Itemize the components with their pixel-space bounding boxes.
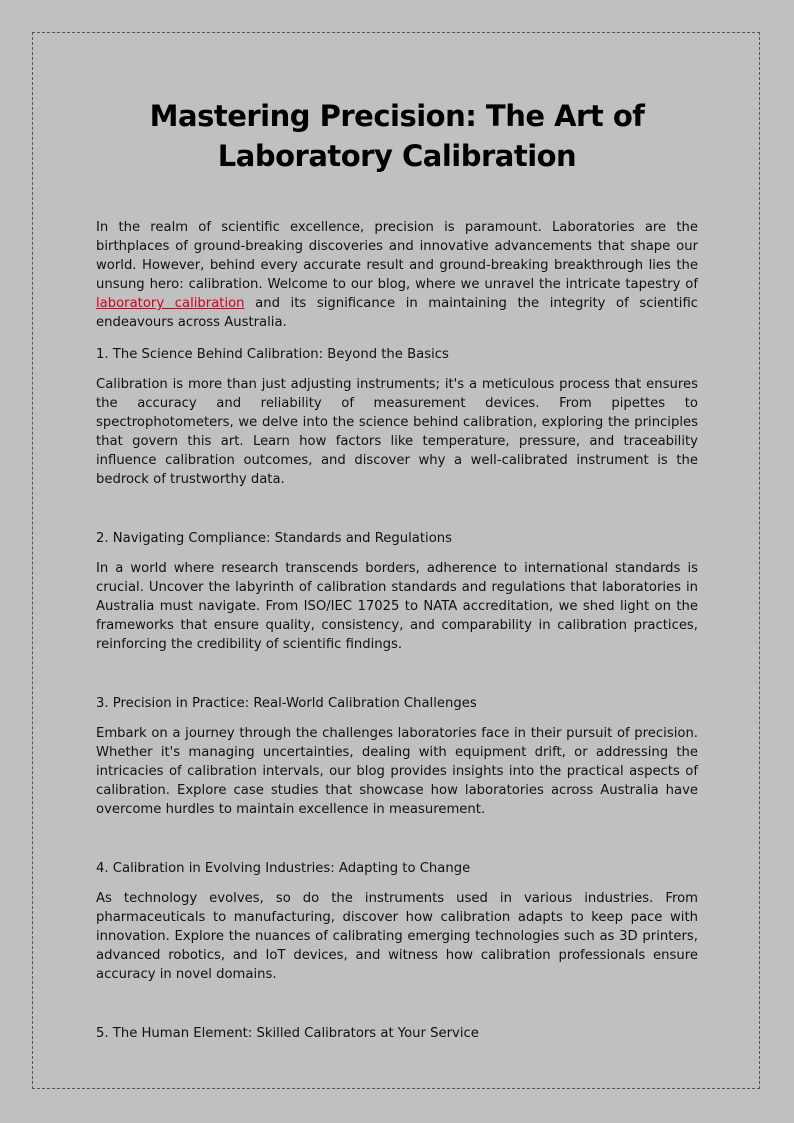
section-3-heading: 3. Precision in Practice: Real-World Calibration Challenges — [96, 696, 477, 711]
intro-text-after-link: and its significance in maintaining the integrity of scientific endeavours across Australia. — [96, 296, 698, 330]
document-body — [96, 96, 698, 1043]
section-2-body: In a world where research transcends borders, adherence to international standards is crucial. Uncover the labyrinth of calibration standards and regulations that laboratories in Australia must navigate. From ISO/IEC 17025 to NATA accreditation, we shed light on the frameworks that ensure quality, consistency, and comparability in calibration practices, reinforcing the credibility of scientific findings. — [96, 561, 698, 652]
laboratory-calibration-link[interactable]: laboratory calibration — [96, 296, 245, 311]
intro-paragraph — [96, 218, 698, 332]
page-title: Mastering Precision: The Art of Laboratory Calibration — [149, 99, 645, 173]
intro-text-before-link: In the realm of scientific excellence, precision is paramount. Laboratories are the birthplaces of ground-breaking discoveries and innovative advancements that shape our world. However, behind every accurate result and ground-breaking breakthrough lies the unsung hero: calibration. Welcome to our blog, where we unravel the intricate tapestry of — [96, 220, 698, 292]
section-1-body: Calibration is more than just adjusting instruments; it's a meticulous process that ensures the accuracy and reliability of measurement devices. From pipettes to spectrophotometers, we delve into the science behind calibration, exploring the principles that govern this art. Learn how factors like temperature, pressure, and traceability influence calibration outcomes, and discover why a well-calibrated instrument is the bedrock of trustworthy data. — [96, 377, 698, 487]
section-4-body: As technology evolves, so do the instruments used in various industries. From pharmaceuticals to manufacturing, discover how calibration adapts to keep pace with innovation. Explore the nuances of calibrating emerging technologies such as 3D printers, advanced robotics, and IoT devices, and witness how calibration professionals ensure accuracy in novel domains. — [96, 891, 698, 982]
section-2-heading: 2. Navigating Compliance: Standards and Regulations — [96, 531, 453, 546]
section-5-heading: 5. The Human Element: Skilled Calibrators at Your Service — [96, 1026, 479, 1041]
section-3-body: Embark on a journey through the challenges laboratories face in their pursuit of precision. Whether it's managing uncertainties, dealing with equipment drift, or addressing the intricacies of calibration intervals, our blog provides insights into the practical aspects of calibration. Explore case studies that showcase how laboratories across Australia have overcome hurdles to maintain excellence in measurement. — [96, 726, 698, 817]
section-4-heading: 4. Calibration in Evolving Industries: Adapting to Change — [96, 861, 471, 876]
section-1-heading: 1. The Science Behind Calibration: Beyond the Basics — [96, 347, 449, 362]
